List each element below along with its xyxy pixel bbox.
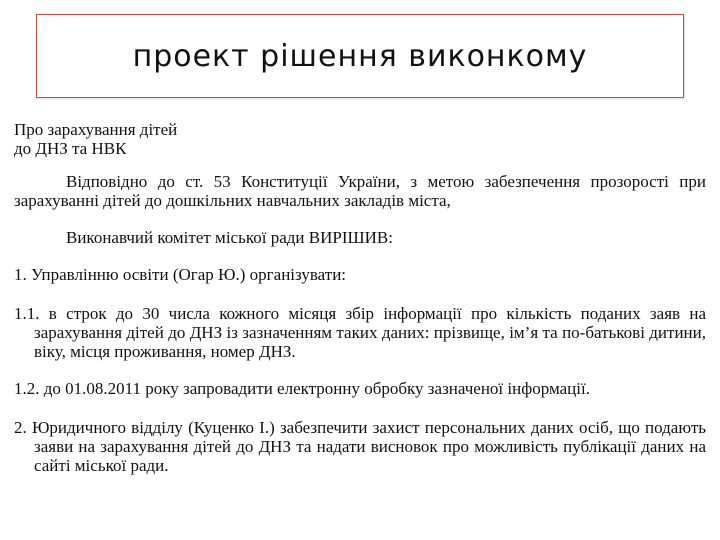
document-subject-line-2: до ДНЗ та НВК bbox=[14, 139, 127, 158]
document-preamble: Відповідно до ст. 53 Конституції України, з метою забезпечення прозорості при зарахуванні дітей до дошкільних навчальних закладів міста, bbox=[14, 172, 706, 210]
document-body bbox=[14, 120, 706, 475]
document-resolution: Виконавчий комітет міської ради ВИРІШИВ: bbox=[66, 228, 393, 247]
document-item-1-2: 1.2. до 01.08.2011 року запровадити електронну обробку зазначеної інформації. bbox=[14, 379, 590, 398]
slide-title: проект рішення виконкому bbox=[132, 38, 588, 74]
slide-title-box bbox=[36, 14, 684, 98]
document-item-1-1: 1.1. в строк до 30 числа кожного місяця збір інформації про кількість поданих заяв на зарахування дітей до ДНЗ із зазначенням таких даних: прізвище, ім’я та по-батькові дитини, віку, місця проживання, номер ДНЗ. bbox=[14, 304, 706, 361]
document-item-2: 2. Юридичного відділу (Куценко І.) забезпечити захист персональних даних осіб, що подають заяви на зарахування дітей до ДНЗ та надати висновок про можливість публікації даних на сайті міської ради. bbox=[14, 418, 706, 475]
document-item-1: 1. Управлінню освіти (Огар Ю.) організувати: bbox=[14, 265, 347, 284]
document-subject-line-1: Про зарахування дітей bbox=[14, 120, 178, 139]
